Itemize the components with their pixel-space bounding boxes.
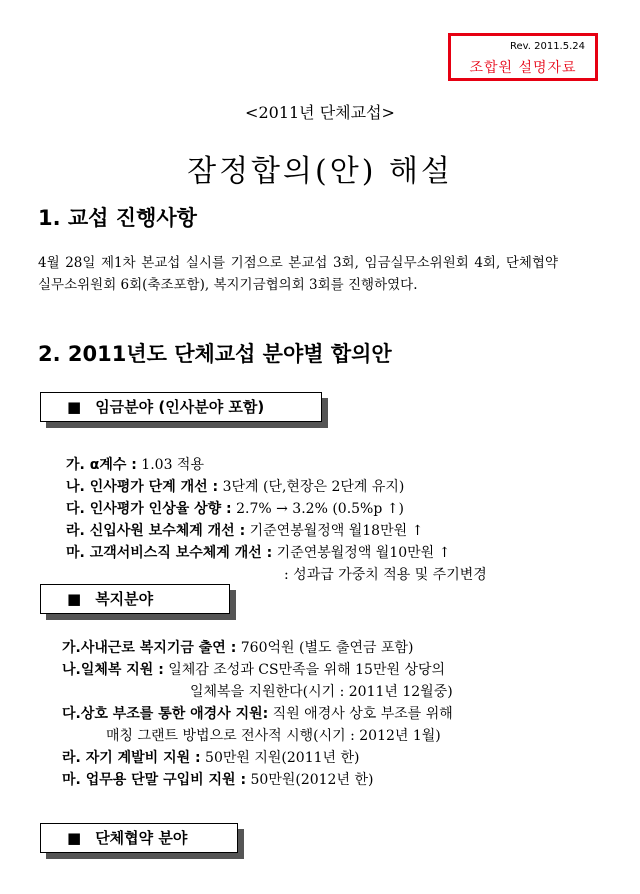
list-item bbox=[66, 520, 487, 542]
list-item bbox=[66, 542, 487, 564]
item-value: 3단계 (단,현장은 2단계 유지) bbox=[218, 479, 405, 495]
item-label: 라. 자기 계발비 지원 : bbox=[62, 750, 201, 766]
list-item bbox=[62, 769, 453, 791]
square-bullet-icon: ■ bbox=[67, 398, 82, 416]
item-label: 가. α계수 : bbox=[66, 457, 137, 473]
box-frame bbox=[40, 823, 238, 853]
item-value: 일체감 조성과 CS만족을 위해 15만원 상당의 bbox=[163, 662, 446, 678]
section1-body: 4월 28일 제1차 본교섭 실시를 기점으로 본교섭 3회, 임금실무소위원회 4회, 단체협약실무소위원회 6회(축조포함), 복지기금협의회 3회를 진행하였다. bbox=[38, 255, 558, 293]
square-bullet-icon: ■ bbox=[67, 590, 82, 608]
item-label: 가.사내근로 복지기금 출연 : bbox=[62, 640, 237, 656]
item-value: : 성과급 가중치 적용 및 주기변경 bbox=[284, 567, 487, 583]
item-label: 다.상호 부조를 통한 애경사 지원: bbox=[62, 706, 269, 722]
document-subtitle: <2011년 단체교섭> bbox=[245, 103, 395, 122]
item-value: 매칭 그랜트 방법으로 전사적 시행(시기 : 2012년 1월) bbox=[106, 728, 441, 744]
item-label: 다. 인사평가 인상율 상향 : bbox=[66, 501, 232, 517]
welfare-section-box bbox=[40, 584, 230, 614]
section2-heading: 2. 2011년도 단체교섭 분야별 합의안 bbox=[38, 342, 392, 366]
box-frame bbox=[40, 392, 322, 422]
wage-items-list bbox=[66, 454, 487, 586]
list-item bbox=[62, 747, 453, 769]
square-bullet-icon: ■ bbox=[67, 829, 82, 847]
item-value: 2.7% → 3.2% (0.5%p ↑) bbox=[231, 501, 404, 517]
welfare-items-list bbox=[62, 637, 453, 791]
item-value: 1.03 적용 bbox=[136, 457, 204, 473]
item-label: 마. 업무용 단말 구입비 지원 : bbox=[62, 772, 247, 788]
list-item bbox=[62, 703, 453, 725]
item-value: 일체복을 지원한다(시기 : 2011년 12월중) bbox=[190, 684, 453, 700]
wage-box-label: 임금분야 (인사분야 포함) bbox=[95, 398, 265, 416]
item-value: 기준연봉월정액 월10만원 ↑ bbox=[272, 545, 451, 561]
item-value: 50만원 지원(2011년 한) bbox=[200, 750, 360, 766]
item-label: 나. 인사평가 단계 개선 : bbox=[66, 479, 219, 495]
list-item-continuation bbox=[62, 725, 453, 747]
item-value: 직원 애경사 상호 부조를 위해 bbox=[268, 706, 453, 722]
collective-agreement-section-box bbox=[40, 823, 238, 853]
document-title: 잠정합의(안) 해설 bbox=[187, 154, 453, 189]
badge-label: 조합원 설명자료 bbox=[469, 60, 577, 76]
welfare-box-label: 복지분야 bbox=[95, 590, 154, 608]
list-item-continuation bbox=[62, 681, 453, 703]
explanation-badge-box bbox=[448, 33, 598, 81]
item-label: 마. 고객서비스직 보수체계 개선 : bbox=[66, 545, 273, 561]
list-item bbox=[66, 454, 487, 476]
list-item bbox=[66, 476, 487, 498]
wage-section-box bbox=[40, 392, 322, 422]
item-value: 기준연봉월정액 월18만원 ↑ bbox=[245, 523, 424, 539]
item-label: 나.일체복 지원 : bbox=[62, 662, 164, 678]
list-item bbox=[62, 659, 453, 681]
list-item bbox=[62, 637, 453, 659]
list-item bbox=[66, 498, 487, 520]
item-value: 50만원(2012년 한) bbox=[246, 772, 374, 788]
box-frame bbox=[40, 584, 230, 614]
revision-date: Rev. 2011.5.24 bbox=[509, 41, 585, 52]
item-label: 라. 신입사원 보수체계 개선 : bbox=[66, 523, 246, 539]
item-value: 760억원 (별도 출연금 포함) bbox=[236, 640, 414, 656]
list-item-continuation bbox=[66, 564, 487, 586]
section1-heading: 1. 교섭 진행사항 bbox=[38, 206, 197, 230]
collective-box-label: 단체협약 분야 bbox=[95, 829, 188, 847]
